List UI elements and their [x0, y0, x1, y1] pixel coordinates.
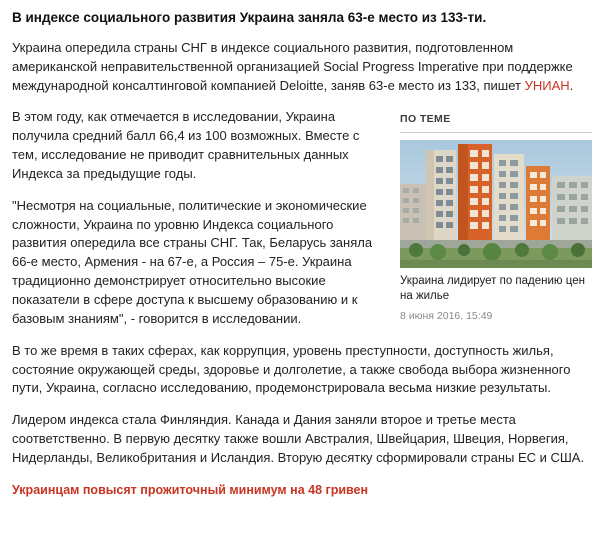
article-paragraph: Лидером индекса стала Финляндия. Канада и Дания заняли второе и третье места соответственно. В первую десятку также вошли Австралия, Швейцария, Швеция, Норвегия, Нидерланды, Великобритания и Исландия. Вторую десятку сформировали страны ЕС и США.: [12, 412, 585, 465]
residential-high-rise-buildings-icon: [400, 140, 592, 268]
article-paragraph: [12, 39, 592, 96]
article-paragraph: В этом году, как отмечается в исследовании, Украина получила средний балл 66,4 из 100 возможных. Вместе с тем, исследование не приводит сравнительных данных Индекса за предыдущие годы.: [12, 109, 360, 181]
source-link[interactable]: УНИАН: [524, 77, 570, 93]
related-thumbnail[interactable]: [400, 140, 592, 268]
related-article-date: 8 июня 2016, 15:49: [400, 309, 493, 322]
promo-link[interactable]: Украинцам повысят прожиточный минимум на 48 гривен: [12, 482, 369, 497]
article-paragraph: "Несмотря на социальные, политические и экономические сложности, Украина по уровню Индекса социального развития опередила все страны СНГ. Так, Беларусь заняла 66-е место, Армения - на 67-е, а Россия – 75-е. Украина традиционно демонстрирует относительно высокие показатели в сфере доступа к высшему образованию и к базовым знаниям", - говорится в исследовании.: [12, 197, 373, 326]
article-body: [12, 39, 592, 468]
article-paragraph: В то же время в таких сферах, как коррупция, уровень преступности, доступность жилья, состояние окружающей среды, здоровье и долголетие, а также свобода выбора жизненного пути, Украина, согласно исследованию, продемонстрировала весьма низкие результаты.: [12, 342, 571, 396]
related-article-link[interactable]: Украина лидирует по падению цен на жилье: [400, 274, 585, 302]
related-box: [400, 112, 592, 324]
paragraph-text-before: Украина опередила страны СНГ в индексе социального развития, подготовленном американской неправительственной организацией Social Progress Imperative при поддержке международной консалтинговой компанией Deloitte, заняв 63-е место из 133, пишет: [12, 39, 573, 93]
related-box-header: ПО ТЕМЕ: [400, 112, 592, 132]
page-title: В индексе социального развития Украина заняла 63-е место из 133-ти.: [12, 10, 487, 25]
paragraph-text-after: .: [569, 77, 574, 93]
